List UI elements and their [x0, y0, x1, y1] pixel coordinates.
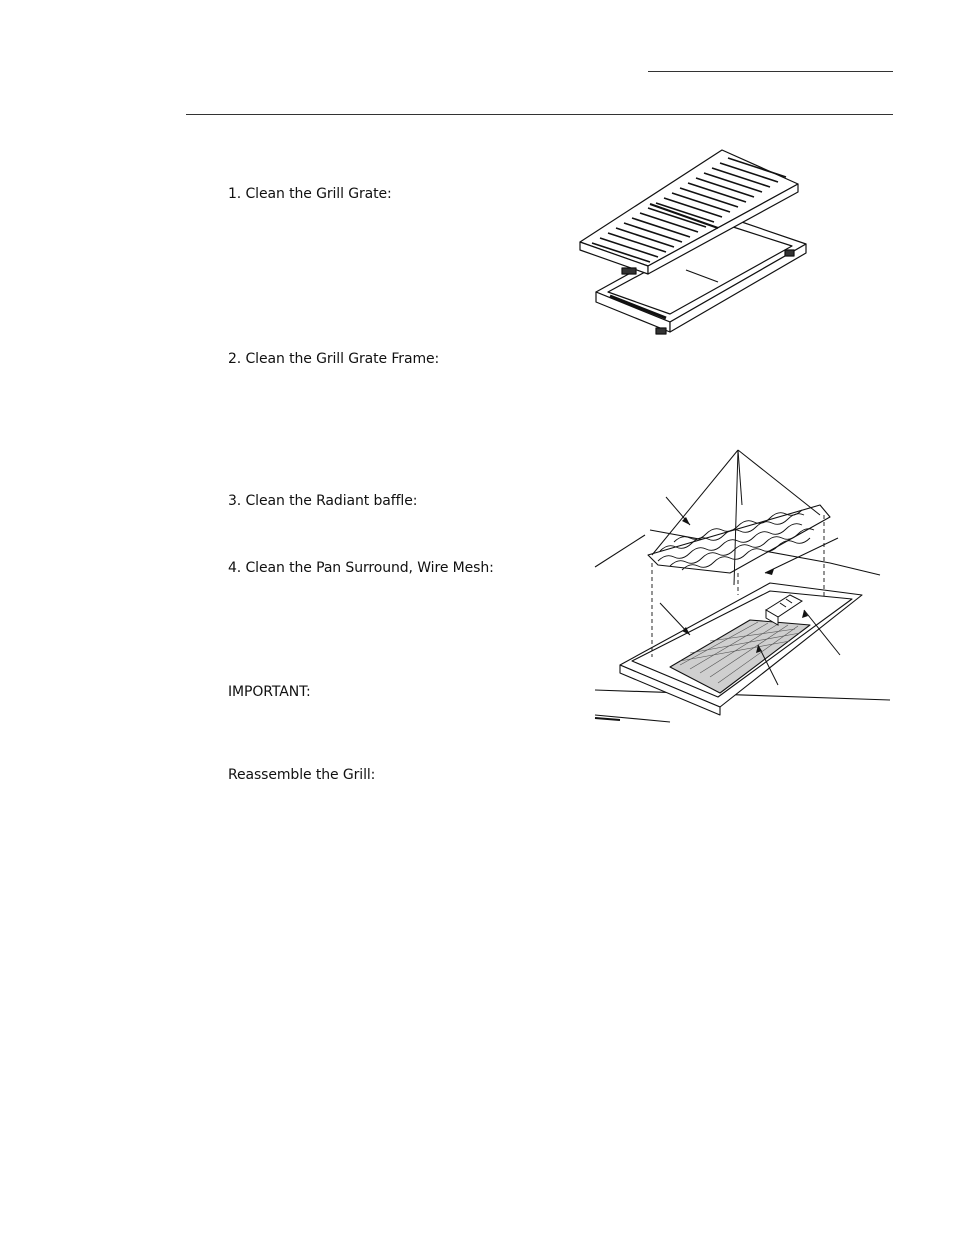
header-rule-long [186, 114, 893, 115]
step-4-heading: 4. Clean the Pan Surround, Wire Mesh: [228, 560, 494, 576]
important-heading: IMPORTANT: [228, 684, 311, 700]
step-3-heading: 3. Clean the Radiant baffle: [228, 493, 418, 509]
reassemble-heading: Reassemble the Grill: [228, 767, 376, 783]
step-2-heading: 2. Clean the Grill Grate Frame: [228, 351, 440, 367]
step-1-heading: 1. Clean the Grill Grate: [228, 186, 392, 202]
grill-grate-icon [570, 140, 820, 355]
header-rule-short [648, 71, 893, 72]
radiant-baffle-icon [590, 445, 890, 730]
